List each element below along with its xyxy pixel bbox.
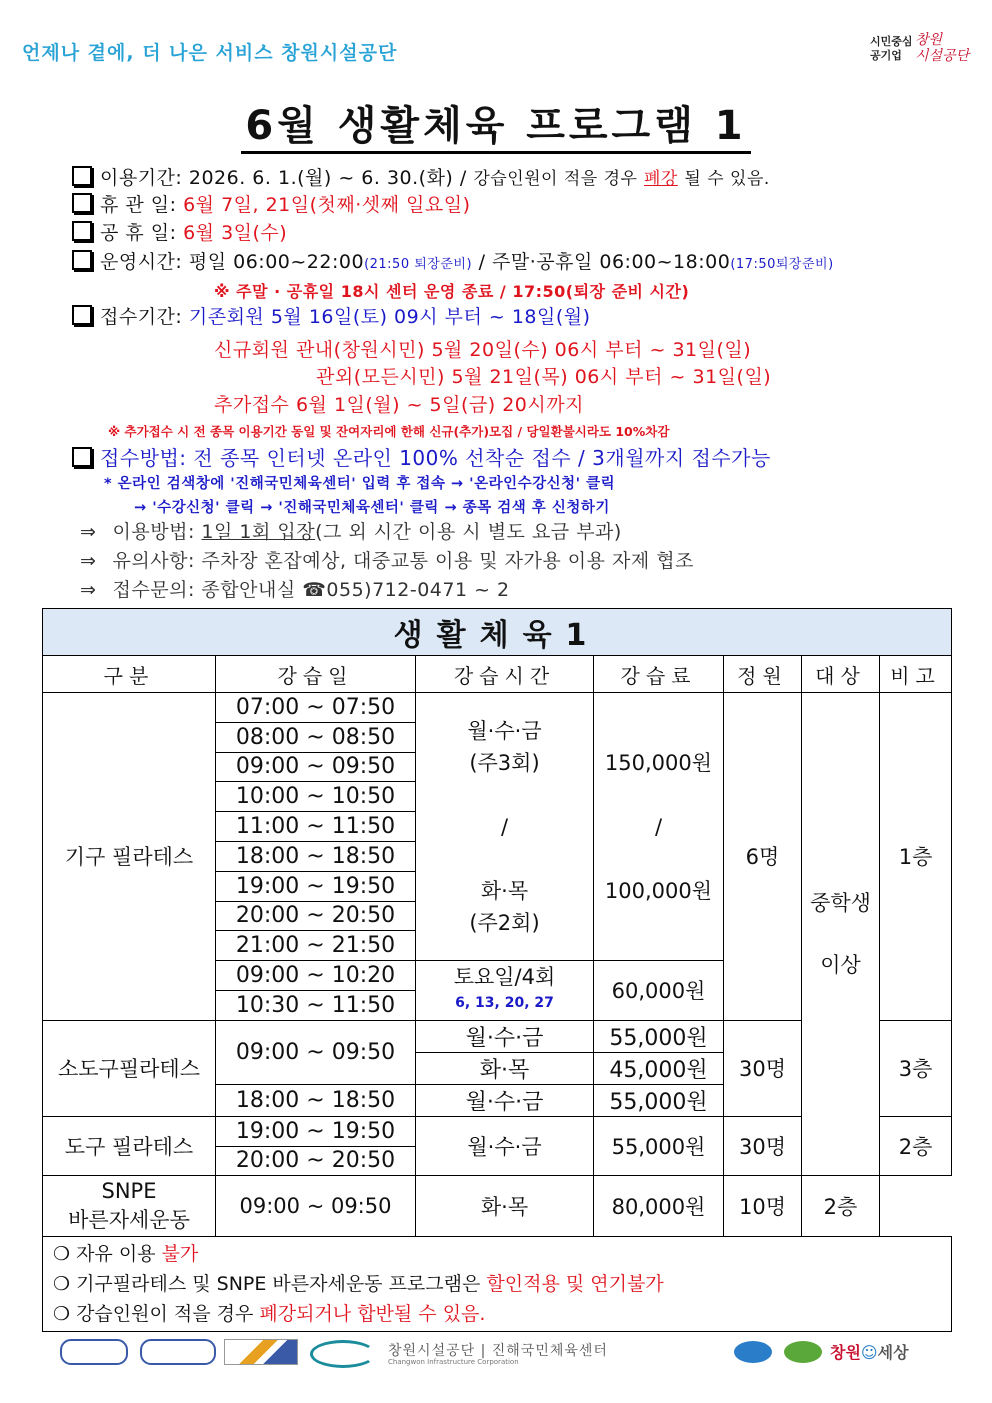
- dogu-name: 도구 필라테스: [43, 1116, 216, 1176]
- caution-label: 유의사항:: [112, 550, 195, 572]
- period-value: 2026. 6. 1.(월) ~ 6. 30.(화) /: [188, 167, 467, 189]
- method-label: 접수방법:: [100, 446, 187, 470]
- mascot2-icon: [784, 1341, 822, 1363]
- certification-badge-icon: [140, 1339, 216, 1365]
- info-usage: [80, 520, 622, 544]
- snpe-note: 2층: [802, 1176, 880, 1237]
- header-fee: 강습료: [594, 656, 724, 693]
- gigu-time: 10:30 ~ 11:50: [216, 990, 416, 1020]
- notes-row: [43, 1237, 952, 1332]
- footer-org-name: 창원시설공단 | 진해국민체육센터: [388, 1343, 608, 1359]
- consumer-badge-icon: [60, 1339, 128, 1365]
- inquiry-value: 종합안내실 ☎055)712-0471 ~ 2: [201, 579, 510, 601]
- info-registration: [72, 305, 591, 329]
- dogu-capacity: 30명: [724, 1116, 802, 1176]
- closed-value: 6월 7일, 21일(첫째·셋째 일요일): [183, 194, 471, 216]
- table-row: [43, 1176, 952, 1237]
- snpe-fee: 80,000원: [594, 1176, 724, 1237]
- header-target: 대상: [802, 656, 880, 693]
- gigu-days-a: 월·수·금: [467, 718, 542, 743]
- gigu-time: 07:00 ~ 07:50: [216, 693, 416, 723]
- footer-slogan-b: 세상: [877, 1343, 909, 1362]
- header-slogan: 언제나 곁에, 더 나은 서비스 창원시설공단: [22, 42, 398, 64]
- hours-weekend: / 주말·공휴일 06:00~18:00: [478, 251, 731, 273]
- hours-weekend-note: (17:50퇴장준비): [730, 257, 834, 272]
- table-row: [43, 693, 952, 723]
- header-class-time: 강습일: [216, 656, 416, 693]
- reg-extra-note: ※ 추가접수 시 전 종목 이용기간 동일 및 잔여자리에 한해 신규(추가)모집 / 당일환불시라도 10%차감: [108, 424, 670, 439]
- arrow-icon: ⇒: [80, 521, 97, 543]
- gigu-days: [416, 693, 594, 961]
- gigu-sat-label: 토요일/4회: [453, 965, 556, 990]
- sodogu-days: 월·수·금: [416, 1020, 594, 1052]
- period-note-red: 폐강: [644, 169, 678, 189]
- info-method: [72, 446, 771, 470]
- dogu-note: 2층: [880, 1116, 952, 1176]
- note-3a: ❍ 강습인원이 적을 경우: [53, 1303, 254, 1326]
- gigu-note: 1층: [880, 693, 952, 1021]
- holiday-label: 공 휴 일:: [100, 222, 177, 244]
- checkbox-icon: [72, 305, 92, 325]
- corporation-logo: [870, 32, 970, 68]
- smile-icon: ☺: [860, 1343, 878, 1362]
- reg-new-out: 관외(모든시민) 5월 21일(목) 06시 부터 ~ 31일(일): [316, 366, 772, 388]
- gigu-capacity: 6명: [724, 693, 802, 1021]
- program-table: [42, 608, 952, 1332]
- checkbox-icon: [72, 166, 92, 186]
- snpe-name2: 바른자세운동: [68, 1208, 190, 1233]
- info-closed: [72, 193, 471, 217]
- note-3: [53, 1299, 941, 1329]
- note-2: [53, 1269, 941, 1299]
- gigu-days-b2: (주2회): [469, 910, 540, 935]
- checkbox-icon: [72, 250, 92, 270]
- gigu-sat-dates: 6, 13, 20, 27: [455, 995, 554, 1012]
- usage-rest: (그 외 시간 이용 시 별도 요금 부과): [315, 521, 622, 543]
- note-1a: ❍ 자유 이용: [53, 1243, 156, 1266]
- snpe-name1: SNPE: [101, 1179, 157, 1204]
- caution-value: 주차장 혼잡예상, 대중교통 이용 및 자가용 이용 자제 협조: [201, 550, 694, 572]
- sodogu-fee: 55,000원: [594, 1084, 724, 1116]
- sodogu-days: 화·목: [416, 1052, 594, 1084]
- target-cell: [802, 693, 880, 1176]
- header-days: 강습시간: [416, 656, 594, 693]
- gigu-slash: /: [500, 814, 509, 839]
- award-logo-icon: [224, 1339, 298, 1365]
- arrow-icon: ⇒: [80, 550, 97, 572]
- header-category: 구분: [43, 656, 216, 693]
- info-period: [72, 166, 770, 191]
- gigu-time: 08:00 ~ 08:50: [216, 722, 416, 752]
- header-note: 비고: [880, 656, 952, 693]
- note-2a: ❍ 기구필라테스 및 SNPE 바른자세운동 프로그램은: [53, 1273, 481, 1296]
- sodogu-time-a: 09:00 ~ 09:50: [216, 1020, 416, 1084]
- footer-slogan-logo: [830, 1340, 909, 1363]
- note-1b: 불가: [161, 1243, 199, 1266]
- partner-logo-icon: [310, 1340, 376, 1368]
- sodogu-fee: 55,000원: [594, 1020, 724, 1052]
- mascot-icon: [734, 1341, 772, 1363]
- gigu-time: 18:00 ~ 18:50: [216, 841, 416, 871]
- target-line2: 이상: [820, 953, 861, 978]
- footer-slogan-a: 창원: [830, 1343, 861, 1362]
- footer-logos: [0, 1336, 992, 1370]
- gigu-sat-fee: 60,000원: [594, 961, 724, 1021]
- info-caution: [80, 549, 694, 573]
- gigu-time: 09:00 ~ 09:50: [216, 752, 416, 782]
- info-hours: [72, 250, 834, 277]
- gigu-fee-a: 150,000원: [604, 750, 713, 775]
- usage-label: 이용방법:: [112, 521, 195, 543]
- checkbox-icon: [72, 221, 92, 241]
- logo-line2: 공기업: [870, 49, 902, 62]
- note-3b: 폐강되거나 합반될 수 있음.: [259, 1303, 486, 1326]
- reg-label: 접수기간:: [100, 306, 183, 328]
- checkbox-icon: [72, 193, 92, 213]
- note-2b: 할인적용 및 연기불가: [486, 1273, 664, 1296]
- snpe-capacity: 10명: [724, 1176, 802, 1237]
- info-holiday: [72, 221, 287, 245]
- hours-weekday: 평일 06:00~22:00: [188, 251, 365, 273]
- notes-cell: [43, 1237, 952, 1332]
- checkbox-icon: [72, 447, 92, 467]
- arrow-icon: ⇒: [80, 579, 97, 601]
- gigu-time: 11:00 ~ 11:50: [216, 812, 416, 842]
- usage-underlined: 1일 1회 입장: [201, 521, 316, 543]
- sodogu-capacity: 30명: [724, 1020, 802, 1116]
- logo-script2: 시설공단: [915, 48, 970, 64]
- method-step1: * 온라인 검색창에 '진해국민체육센터' 입력 후 접속 → '온라인수강신청' 클릭: [104, 476, 616, 492]
- logo-line1: 시민중심: [870, 35, 913, 48]
- dogu-time: 19:00 ~ 19:50: [216, 1116, 416, 1146]
- page-title-text: 6월 생활체육 프로그램 1: [241, 103, 750, 154]
- sodogu-days: 월·수·금: [416, 1084, 594, 1116]
- gigu-time: 21:00 ~ 21:50: [216, 931, 416, 961]
- hours-weekday-note: (21:50 퇴장준비): [364, 257, 473, 272]
- dogu-fee: 55,000원: [594, 1116, 724, 1176]
- gigu-time: 19:00 ~ 19:50: [216, 871, 416, 901]
- hours-label: 운영시간:: [100, 251, 183, 273]
- reg-existing: 기존회원 5월 16일(토) 09시 부터 ~ 18일(월): [188, 306, 591, 328]
- closed-label: 휴 관 일:: [100, 194, 177, 216]
- period-note-a: 강습인원이 적을 경우: [473, 169, 638, 189]
- table-header-row: [43, 656, 952, 693]
- gigu-name: 기구 필라테스: [43, 693, 216, 1021]
- gigu-time: 10:00 ~ 10:50: [216, 782, 416, 812]
- sodogu-time-b: 18:00 ~ 18:50: [216, 1084, 416, 1116]
- period-label: 이용기간:: [100, 167, 183, 189]
- gigu-fee: [594, 693, 724, 961]
- note-1: [53, 1239, 941, 1269]
- logo-script1: 창원: [915, 32, 943, 48]
- gigu-fee-b: 100,000원: [604, 878, 713, 903]
- sodogu-name: 소도구필라테스: [43, 1020, 216, 1116]
- holiday-value: 6월 3일(수): [183, 222, 288, 244]
- gigu-time: 20:00 ~ 20:50: [216, 901, 416, 931]
- reg-extra: 추가접수 6월 1일(월) ~ 5일(금) 20시까지: [214, 394, 584, 416]
- table-title: 생활체육1: [43, 609, 952, 656]
- reg-new-in: 신규회원 관내(창원시민) 5월 20일(수) 06시 부터 ~ 31일(일): [214, 339, 752, 361]
- gigu-saturday: [416, 961, 594, 1021]
- gigu-days-a2: (주3회): [469, 750, 540, 775]
- gigu-time: 09:00 ~ 10:20: [216, 961, 416, 991]
- gigu-fee-slash: /: [654, 814, 663, 839]
- snpe-name: [43, 1176, 216, 1237]
- snpe-days: 화·목: [416, 1176, 594, 1237]
- gigu-days-b: 화·목: [480, 878, 529, 903]
- sodogu-fee: 45,000원: [594, 1052, 724, 1084]
- dogu-days: 월·수·금: [416, 1116, 594, 1176]
- header-capacity: 정원: [724, 656, 802, 693]
- info-inquiry: [80, 578, 510, 602]
- dogu-time: 20:00 ~ 20:50: [216, 1146, 416, 1176]
- hours-warning: ※ 주말 · 공휴일 18시 센터 운영 종료 / 17:50(퇴장 준비 시간): [214, 282, 690, 301]
- target-line1: 중학생: [810, 891, 871, 916]
- footer-org-en: Changwon Infrastructure Corporation: [388, 1358, 519, 1366]
- page-title: [0, 94, 992, 151]
- sodogu-note: 3층: [880, 1020, 952, 1116]
- snpe-time: 09:00 ~ 09:50: [216, 1176, 416, 1237]
- period-note-b: 될 수 있음.: [684, 169, 770, 189]
- method-value: 전 종목 인터넷 온라인 100% 선착순 접수 / 3개월까지 접수가능: [193, 446, 771, 470]
- inquiry-label: 접수문의:: [112, 579, 195, 601]
- method-step2: → '수강신청' 클릭 → '진해국민체육센터' 클릭 → 종목 검색 후 신청하기: [134, 500, 610, 516]
